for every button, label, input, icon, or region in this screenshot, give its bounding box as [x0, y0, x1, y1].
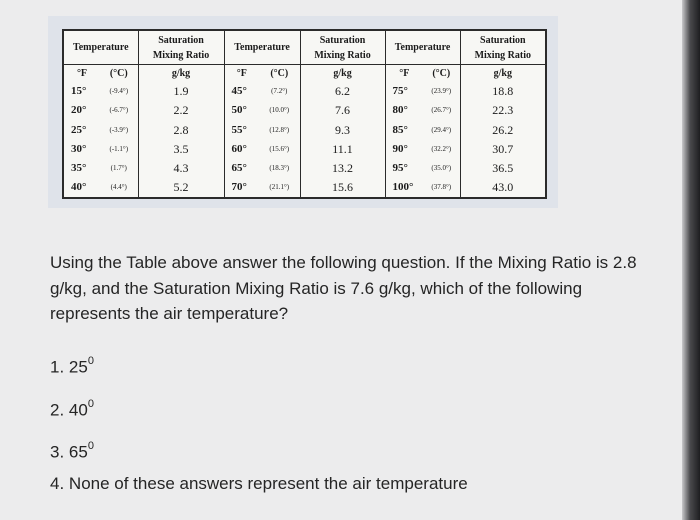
temp-fahrenheit: 35°	[71, 161, 87, 174]
saturation-ratio: 6.2	[300, 82, 385, 101]
saturation-ratio: 18.8	[460, 82, 546, 101]
option-number: 3.	[50, 442, 65, 462]
temp-celsius: (1.7°)	[110, 163, 127, 172]
temp-fahrenheit: 65°	[224, 159, 259, 178]
temp-celsius: (7.2°)	[271, 87, 288, 96]
temp-celsius: (37.8°)	[431, 182, 452, 191]
saturation-ratio: 36.5	[460, 159, 546, 178]
temp-celsius: (26.7°)	[431, 106, 452, 115]
saturation-ratio: 1.9	[138, 82, 224, 101]
option-superscript: 0	[87, 440, 94, 452]
saturation-ratio: 30.7	[460, 140, 546, 159]
temp-celsius: (23.9°)	[431, 87, 452, 96]
saturation-header-line1: Saturation	[480, 34, 526, 46]
saturation-ratio: 26.2	[460, 121, 546, 140]
temp-celsius: (-3.9°)	[109, 125, 129, 134]
saturation-header-line2: Mixing Ratio	[314, 49, 371, 61]
saturation-ratio: 15.6	[300, 178, 385, 198]
unit-celsius: (°C)	[109, 68, 128, 80]
saturation-header	[460, 30, 546, 65]
table-row	[63, 82, 546, 101]
answer-option-3[interactable]	[50, 437, 94, 464]
table-row	[63, 121, 546, 140]
table-row	[63, 159, 546, 178]
saturation-header-line2: Mixing Ratio	[152, 49, 210, 61]
temperature-header: Temperature	[63, 30, 138, 65]
unit-fahrenheit: °F	[385, 65, 423, 83]
saturation-ratio: 11.1	[300, 140, 385, 159]
temp-celsius: (-6.7°)	[109, 106, 129, 115]
unit-fahrenheit: °F	[76, 68, 88, 80]
temp-fahrenheit: 25°	[71, 123, 87, 136]
saturation-header	[138, 30, 224, 65]
saturation-header-line1: Saturation	[158, 34, 204, 46]
table-header-row	[63, 30, 546, 65]
saturation-header	[300, 30, 385, 65]
saturation-ratio: 2.2	[138, 101, 224, 120]
temperature-header: Temperature	[224, 30, 300, 65]
temp-fahrenheit: 90°	[385, 140, 423, 159]
unit-celsius: (°C)	[270, 68, 289, 80]
temp-fahrenheit: 60°	[224, 140, 259, 159]
temp-celsius: (18.3°)	[269, 163, 290, 172]
table-row	[63, 101, 546, 120]
saturation-ratio: 22.3	[460, 101, 546, 120]
temp-fahrenheit: 20°	[71, 104, 87, 117]
option-number: 1.	[50, 357, 65, 377]
saturation-ratio: 5.2	[138, 178, 224, 198]
temp-celsius: (29.4°)	[431, 125, 452, 134]
option-value: 25	[68, 357, 88, 377]
unit-ratio: g/kg	[300, 65, 385, 83]
option-superscript: 0	[87, 355, 94, 367]
temp-fahrenheit: 40°	[71, 180, 87, 193]
unit-ratio: g/kg	[460, 65, 546, 83]
option-value: 40	[68, 400, 88, 420]
saturation-ratio: 4.3	[138, 159, 224, 178]
temp-celsius: (35.0°)	[431, 163, 452, 172]
table-row	[63, 140, 546, 159]
page-edge	[682, 0, 700, 520]
saturation-header-line1: Saturation	[319, 34, 366, 46]
option-value: None of these answers represent the air temperature	[68, 474, 468, 493]
answer-option-1[interactable]	[50, 352, 94, 379]
temp-celsius: (4.4°)	[110, 182, 127, 191]
question-text: Using the Table above answer the following question. If the Mixing Ratio is 2.8 g/kg, and the Saturation Mixing Ratio is 7.6 g/kg, which of the following represents the air temperature?	[50, 253, 637, 323]
answer-option-2[interactable]	[50, 395, 94, 422]
temp-fahrenheit: 15°	[71, 85, 87, 98]
temp-fahrenheit: 50°	[224, 101, 259, 120]
saturation-ratio: 3.5	[138, 140, 224, 159]
temp-celsius: (15.6°)	[269, 144, 290, 153]
saturation-ratio: 9.3	[300, 121, 385, 140]
table-units-row	[63, 65, 546, 83]
unit-fahrenheit: °F	[224, 65, 259, 83]
temp-celsius: (21.1°)	[269, 182, 290, 191]
temp-fahrenheit: 80°	[385, 101, 423, 120]
saturation-ratio: 2.8	[138, 121, 224, 140]
temperature-header: Temperature	[385, 30, 460, 65]
saturation-ratio: 7.6	[300, 101, 385, 120]
saturation-header-line2: Mixing Ratio	[474, 49, 531, 61]
option-number: 4.	[50, 474, 65, 493]
temp-celsius: (12.8°)	[269, 125, 290, 134]
temp-fahrenheit: 30°	[71, 142, 87, 155]
option-value: 65	[68, 442, 88, 462]
temp-fahrenheit: 85°	[385, 121, 423, 140]
temp-celsius: (10.0°)	[269, 106, 290, 115]
saturation-ratio: 13.2	[300, 159, 385, 178]
saturation-ratio: 43.0	[460, 178, 546, 198]
temp-celsius: (-1.1°)	[109, 144, 129, 153]
temp-celsius: (32.2°)	[431, 144, 452, 153]
temp-fahrenheit: 95°	[385, 159, 423, 178]
temp-fahrenheit: 70°	[224, 178, 259, 198]
option-number: 2.	[50, 400, 65, 420]
temp-celsius: (-9.4°)	[109, 87, 129, 96]
option-superscript: 0	[87, 398, 94, 410]
saturation-mixing-ratio-table	[62, 29, 547, 199]
temp-fahrenheit: 100°	[385, 178, 423, 198]
unit-celsius: (°C)	[432, 68, 451, 80]
table-row	[63, 178, 546, 198]
temp-fahrenheit: 55°	[224, 121, 259, 140]
answer-option-4[interactable]	[50, 473, 468, 495]
temp-fahrenheit: 75°	[385, 82, 423, 101]
unit-ratio: g/kg	[138, 65, 224, 83]
temp-fahrenheit: 45°	[224, 82, 259, 101]
